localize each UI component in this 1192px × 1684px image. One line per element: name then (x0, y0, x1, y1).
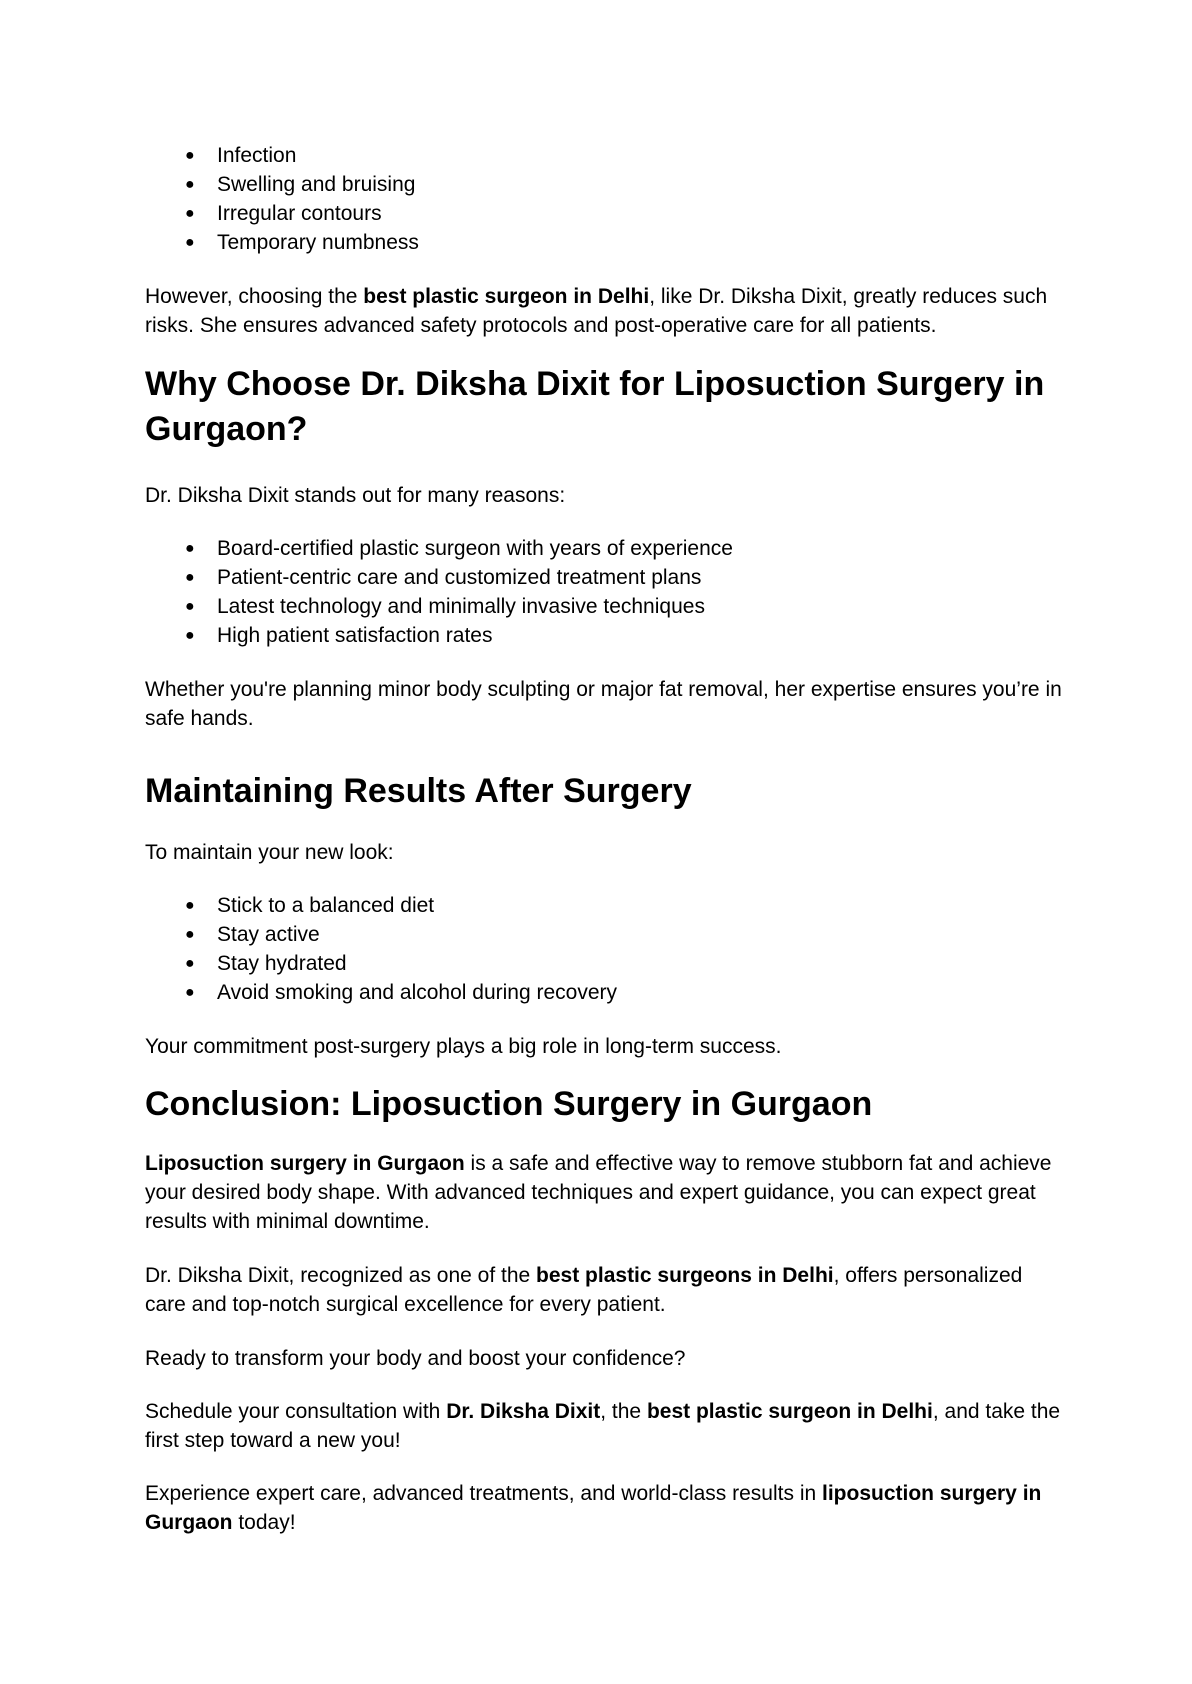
risk-note-paragraph: However, choosing the best plastic surgeon in Delhi, like Dr. Diksha Dixit, greatly reduces such risks. She ensures advanced safety protocols and post-operative care for all patients. (145, 285, 1048, 337)
maintain-intro: To maintain your new look: (145, 841, 394, 864)
keyword-link: best plastic surgeon in Delhi (363, 285, 650, 308)
bullet-icon: ● (185, 540, 195, 557)
why-outro: Whether you're planning minor body sculpting or major fat removal, her expertise ensures you’re in safe hands. (145, 678, 1062, 730)
maintain-heading: Maintaining Results After Surgery (145, 772, 692, 810)
document-page (145, 141, 1065, 1537)
list-item: ● Swelling and bruising (145, 170, 1065, 199)
bullet-icon: ● (185, 569, 195, 586)
keyword-link: Liposuction surgery in Gurgaon (145, 1152, 465, 1175)
conclusion-paragraph-5: Experience expert care, advanced treatments, and world-class results in liposuction surgery in Gurgaon today! (145, 1482, 1042, 1534)
list-item: ● Stay active (145, 920, 1065, 949)
bullet-icon: ● (185, 147, 195, 164)
bullet-icon: ● (185, 176, 195, 193)
list-item: ● Infection (145, 141, 1065, 170)
maintain-outro: Your commitment post-surgery plays a big role in long-term success. (145, 1035, 782, 1058)
list-item: ● Stick to a balanced diet (145, 891, 1065, 920)
bullet-icon: ● (185, 955, 195, 972)
keyword-link: liposuction surgery in Gurgaon (145, 1482, 1042, 1534)
conclusion-paragraph-1: Liposuction surgery in Gurgaon is a safe and effective way to remove stubborn fat and achieve your desired body shape. With advanced techniques and expert guidance, you can expect great results with minimal downtime. (145, 1152, 1052, 1233)
list-item: ● Board-certified plastic surgeon with years of experience (145, 534, 1065, 563)
list-item: ● Stay hydrated (145, 949, 1065, 978)
conclusion-paragraph-4: Schedule your consultation with Dr. Diksha Dixit, the best plastic surgeon in Delhi, and take the first step toward a new you! (145, 1400, 1061, 1452)
maintain-list (145, 891, 1065, 1007)
doctor-name: Dr. Diksha Dixit (446, 1400, 601, 1423)
conclusion-heading: Conclusion: Liposuction Surgery in Gurgaon (145, 1085, 873, 1123)
bullet-icon: ● (185, 926, 195, 943)
bullet-icon: ● (185, 205, 195, 222)
bullet-icon: ● (185, 627, 195, 644)
list-item: ● High patient satisfaction rates (145, 621, 1065, 650)
list-item: ● Avoid smoking and alcohol during recovery (145, 978, 1065, 1007)
list-item: ● Patient-centric care and customized treatment plans (145, 563, 1065, 592)
conclusion-paragraph-2: Dr. Diksha Dixit, recognized as one of the best plastic surgeons in Delhi, offers personalized care and top-notch surgical excellence for every patient. (145, 1264, 1023, 1316)
bullet-icon: ● (185, 234, 195, 251)
list-item: ● Latest technology and minimally invasive techniques (145, 592, 1065, 621)
keyword-link: best plastic surgeons in Delhi (536, 1264, 834, 1287)
why-intro: Dr. Diksha Dixit stands out for many reasons: (145, 484, 566, 507)
risks-list (145, 141, 1065, 257)
conclusion-paragraph-3: Ready to transform your body and boost your confidence? (145, 1347, 686, 1370)
bullet-icon: ● (185, 897, 195, 914)
reasons-list (145, 534, 1065, 650)
why-heading: Why Choose Dr. Diksha Dixit for Liposuction Surgery in Gurgaon? (145, 365, 1045, 448)
list-item: ● Temporary numbness (145, 228, 1065, 257)
list-item: ● Irregular contours (145, 199, 1065, 228)
keyword-link: best plastic surgeon in Delhi (646, 1400, 933, 1423)
bullet-icon: ● (185, 598, 195, 615)
bullet-icon: ● (185, 984, 195, 1001)
